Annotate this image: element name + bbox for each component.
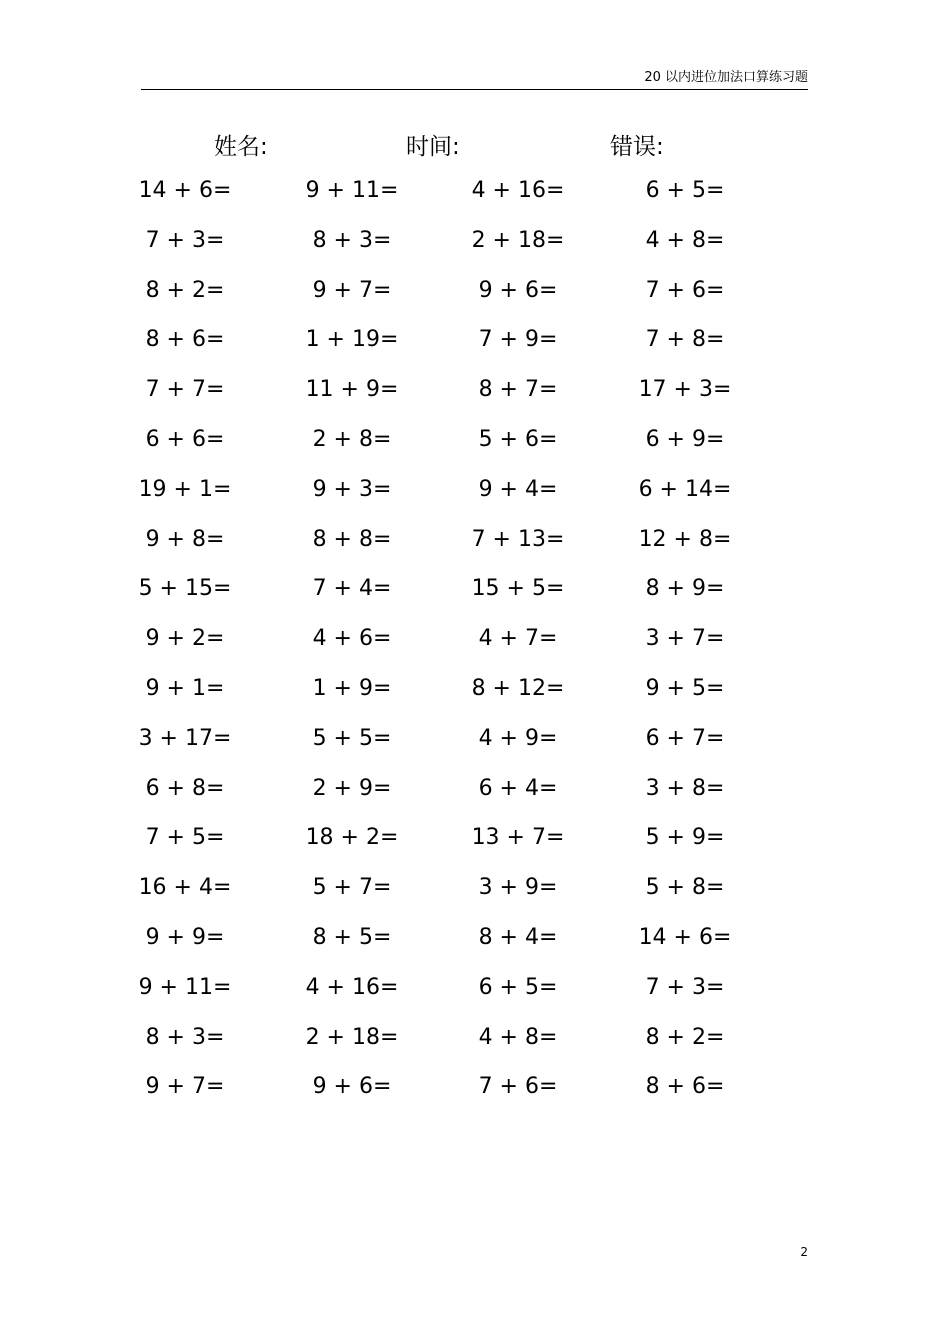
problem-item: 7 + 8= — [645, 327, 725, 353]
time-field-label: 时间: — [406, 134, 460, 160]
problem-row — [0, 276, 950, 326]
problem-row — [0, 176, 950, 226]
problem-item: 9 + 4= — [478, 476, 558, 502]
problem-item: 4 + 16= — [471, 178, 565, 203]
problem-item: 2 + 18= — [471, 227, 565, 253]
errors-field-label: 错误: — [610, 134, 664, 160]
problem-row — [0, 674, 950, 724]
problem-item: 9 + 9= — [145, 924, 225, 950]
problem-item: 2 + 8= — [312, 426, 392, 452]
problem-item: 19 + 1= — [138, 476, 232, 502]
problem-row — [0, 624, 950, 674]
problem-item: 8 + 6= — [645, 1074, 725, 1100]
problem-item: 8 + 3= — [312, 227, 392, 253]
problem-item: 5 + 7= — [312, 875, 392, 901]
problem-item: 8 + 4= — [478, 924, 558, 950]
problem-item: 5 + 15= — [138, 576, 232, 602]
header-rule — [141, 89, 808, 90]
name-field-label: 姓名: — [214, 134, 268, 160]
problem-item: 6 + 5= — [645, 178, 725, 203]
problem-row — [0, 973, 950, 1023]
problem-grid — [0, 176, 950, 1122]
problem-row — [0, 325, 950, 375]
problem-item: 7 + 3= — [645, 974, 725, 1000]
problem-item: 8 + 5= — [312, 924, 392, 950]
problem-item: 9 + 5= — [645, 675, 725, 701]
problem-item: 7 + 9= — [478, 327, 558, 353]
problem-row — [0, 226, 950, 276]
problem-row — [0, 425, 950, 475]
problem-item: 14 + 6= — [138, 178, 232, 203]
problem-item: 9 + 1= — [145, 675, 225, 701]
problem-item: 3 + 17= — [138, 725, 232, 751]
problem-item: 17 + 3= — [638, 377, 732, 403]
problem-item: 6 + 14= — [638, 476, 732, 502]
problem-row — [0, 574, 950, 624]
problem-item: 9 + 6= — [312, 1074, 392, 1100]
problem-row — [0, 923, 950, 973]
problem-item: 2 + 18= — [305, 1024, 399, 1050]
problem-item: 8 + 12= — [471, 675, 565, 701]
problem-item: 4 + 6= — [312, 626, 392, 652]
problem-item: 7 + 4= — [312, 576, 392, 602]
problem-row — [0, 873, 950, 923]
problem-item: 7 + 3= — [145, 227, 225, 253]
problem-item: 15 + 5= — [471, 576, 565, 602]
problem-item: 6 + 7= — [645, 725, 725, 751]
problem-item: 16 + 4= — [138, 875, 232, 901]
problem-item: 4 + 7= — [478, 626, 558, 652]
problem-item: 5 + 5= — [312, 725, 392, 751]
problem-item: 9 + 8= — [145, 526, 225, 552]
problem-item: 9 + 11= — [305, 178, 399, 203]
problem-item: 6 + 4= — [478, 775, 558, 801]
problem-item: 9 + 3= — [312, 476, 392, 502]
problem-item: 8 + 8= — [312, 526, 392, 552]
problem-item: 7 + 6= — [478, 1074, 558, 1100]
problem-item: 18 + 2= — [305, 825, 399, 851]
problem-item: 8 + 3= — [145, 1024, 225, 1050]
problem-item: 7 + 5= — [145, 825, 225, 851]
student-info-fields — [0, 128, 950, 158]
problem-item: 9 + 2= — [145, 626, 225, 652]
problem-item: 1 + 9= — [312, 675, 392, 701]
problem-item: 13 + 7= — [471, 825, 565, 851]
problem-item: 4 + 8= — [478, 1024, 558, 1050]
problem-item: 8 + 2= — [145, 277, 225, 303]
problem-item: 4 + 9= — [478, 725, 558, 751]
problem-item: 4 + 16= — [305, 974, 399, 1000]
problem-row — [0, 375, 950, 425]
problem-item: 9 + 11= — [138, 974, 232, 1000]
problem-row — [0, 774, 950, 824]
problem-item: 9 + 7= — [145, 1074, 225, 1100]
problem-item: 8 + 6= — [145, 327, 225, 353]
page-number: 2 — [800, 1245, 808, 1259]
problem-item: 3 + 9= — [478, 875, 558, 901]
problem-item: 14 + 6= — [638, 924, 732, 950]
problem-item: 12 + 8= — [638, 526, 732, 552]
header-title: 20 以内进位加法口算练习题 — [644, 70, 808, 85]
problem-row — [0, 724, 950, 774]
problem-item: 6 + 6= — [145, 426, 225, 452]
problem-item: 4 + 8= — [645, 227, 725, 253]
problem-row — [0, 475, 950, 525]
problem-item: 7 + 13= — [471, 526, 565, 552]
problem-item: 6 + 9= — [645, 426, 725, 452]
problem-item: 9 + 6= — [478, 277, 558, 303]
problem-row — [0, 1023, 950, 1073]
problem-item: 3 + 8= — [645, 775, 725, 801]
problem-item: 8 + 2= — [645, 1024, 725, 1050]
problem-item: 5 + 9= — [645, 825, 725, 851]
problem-item: 7 + 6= — [645, 277, 725, 303]
problem-item: 9 + 7= — [312, 277, 392, 303]
problem-row — [0, 525, 950, 575]
problem-item: 7 + 7= — [145, 377, 225, 403]
problem-item: 6 + 8= — [145, 775, 225, 801]
problem-item: 8 + 7= — [478, 377, 558, 403]
problem-item: 11 + 9= — [305, 377, 399, 403]
problem-item: 5 + 6= — [478, 426, 558, 452]
problem-item: 6 + 5= — [478, 974, 558, 1000]
problem-item: 1 + 19= — [305, 327, 399, 353]
problem-item: 8 + 9= — [645, 576, 725, 602]
problem-item: 5 + 8= — [645, 875, 725, 901]
problem-row — [0, 1072, 950, 1122]
problem-item: 2 + 9= — [312, 775, 392, 801]
problem-item: 3 + 7= — [645, 626, 725, 652]
problem-row — [0, 823, 950, 873]
